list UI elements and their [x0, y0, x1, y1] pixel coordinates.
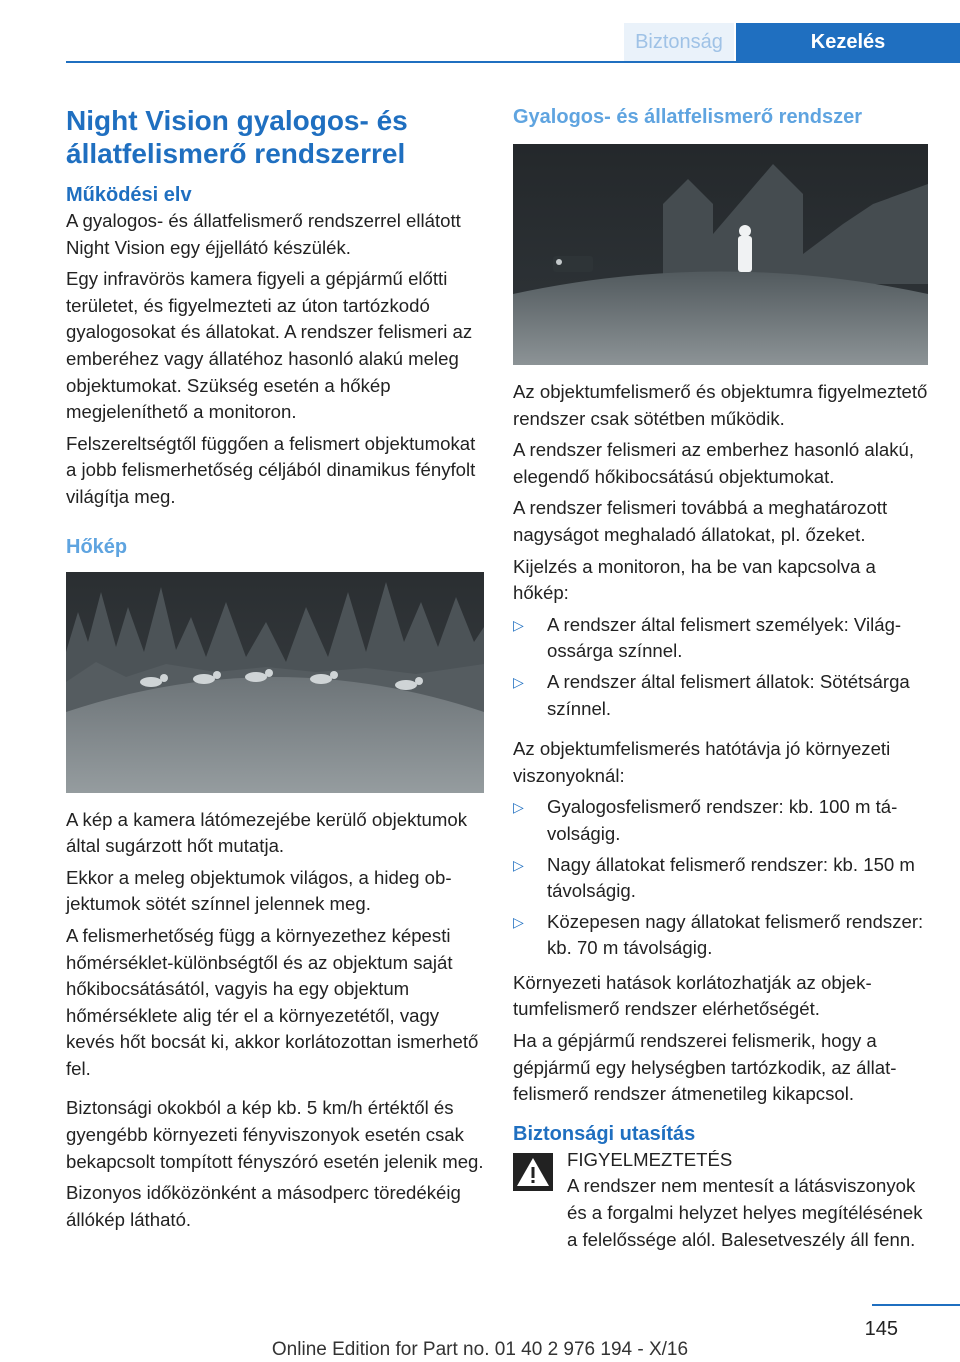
edition-text: Online Edition for Part no. 01 40 2 976 194 - X/16 — [271, 1339, 689, 1360]
warning-triangle-icon — [513, 1153, 553, 1191]
paragraph: Bizonyos időközönként a másodperc töredékéig állókép látható. — [66, 1182, 461, 1230]
paragraph: Az objektumfelismerés hatótávja jó környezeti viszonyoknál: — [513, 738, 891, 786]
display-color-list — [513, 612, 928, 722]
bullet-icon: ▷ — [513, 799, 524, 816]
thermal-image-pedestrian — [513, 144, 928, 365]
thermal-image-animals — [66, 572, 484, 793]
paragraph: Ekkor a meleg objektumok világos, a hideg objektumok sötét színnel jelennek meg. — [66, 866, 452, 915]
list-item: ▷ Közepesen nagy állatokat felismerő rendszer: kb. 70 m távolságig. — [513, 910, 924, 959]
range-list — [513, 794, 928, 962]
page-title: Night Vision gyalogos- és állatfelismerő rendszerrel — [66, 105, 408, 169]
paragraph: Az objektumfelismerő és objektumra figyelmeztető rendszer csak sötétben működik. — [513, 381, 928, 429]
paragraph: Egy infravörös kamera figyeli a gépjármű előtti területet, és figyelmezteti az úton tartózkodó gyalogosokat és állatokat. A rendszer felismeri az emberéhez vagy állatéhoz hasonló alakú meleg objektumokat. Szükség esetén a hőkép megjeleníthető a monitoron. — [66, 268, 473, 423]
paragraph: Ha a gépjármű rendszerei felismerik, hogy a gépjármű egy helységben tartózkodik, az állatfelismerő rendszer átmenetileg kikapcsol. — [513, 1030, 897, 1105]
left-column — [66, 104, 484, 1238]
bullet-icon: ▷ — [513, 856, 524, 873]
bullet-icon: ▷ — [513, 913, 524, 930]
list-item: ▷ A rendszer által felismert személyek: Világossárga színnel. — [513, 613, 902, 662]
header-tabs — [624, 23, 960, 61]
list-item: ▷ Gyalogosfelismerő rendszer: kb. 100 m távolságig. — [513, 796, 898, 844]
bullet-icon: ▷ — [513, 616, 524, 633]
paragraph: Kijelzés a monitoron, ha be van kapcsolva a hőkép: — [513, 555, 876, 604]
section-title: Működési elv — [66, 184, 192, 206]
tab-kezeles[interactable]: Kezelés — [736, 23, 960, 61]
footer-rule — [872, 1304, 960, 1306]
paragraph: A kép a kamera látómezejébe kerülő objektumok által sugárzott hőt mutatja. — [66, 808, 468, 857]
safety-title: Biztonsági utasítás — [513, 1122, 696, 1145]
paragraph: A felismerhetőség függ a környezethez képesti hőmérséklet-különbségtől és az objektum saját hőkibocsátásától, vagyis ha egy objektum hőmérséklete alig tér el a környezetétől, vagy kevés hőt bocsát ki, akkor korlátozottan ismerhető fel. — [66, 924, 479, 1079]
subsection-title: Hőkép — [66, 535, 128, 558]
paragraph: Környezeti hatások korlátozhatják az objektumfelismerő rendszer elérhetőségét. — [513, 971, 872, 1020]
warning-box — [513, 1147, 928, 1253]
bullet-icon: ▷ — [513, 673, 524, 690]
tab-biztonsag[interactable]: Biztonság — [624, 23, 734, 61]
warning-label: FIGYELMEZTETÉS — [567, 1148, 733, 1170]
subsection-title: Gyalogos- és állatfelismerő rendszer — [513, 106, 863, 128]
page-number: 145 — [864, 1318, 898, 1340]
paragraph: A gyalogos- és állatfelismerő rendszerrel ellátott Night Vision egy éjjellátó készülék. — [66, 210, 461, 258]
paragraph: Felszereltségtől függően a felismert objektumokat a jobb felismerhetőség céljából dinamikus fényfolt világítja meg. — [66, 432, 476, 507]
list-item: ▷ Nagy állatokat felismerő rendszer: kb. 150 m távolságig. — [513, 853, 915, 902]
list-item: ▷ A rendszer által felismert állatok: Sötétsárga színnel. — [513, 670, 910, 719]
warning-text: A rendszer nem mentesít a látásviszonyok és a forgalmi helyzet helyes megítélésének a felelőssége alól. Balesetveszély áll fenn. — [567, 1175, 923, 1250]
paragraph: A rendszer felismeri továbbá a meghatározott nagyságot meghaladó állatokat, pl. őzeket. — [513, 497, 888, 545]
paragraph: A rendszer felismeri az emberhez hasonló alakú, elegendő hőkibocsátású objektumokat. — [513, 439, 914, 487]
right-column — [513, 104, 928, 1253]
paragraph: Biztonsági okokból a kép kb. 5 km/h értéktől és gyengébb környezeti fényviszonyok esetén csak bekapcsolt tompított fényszóró esetén jelenik meg. — [66, 1097, 484, 1172]
header-rule — [66, 61, 960, 63]
